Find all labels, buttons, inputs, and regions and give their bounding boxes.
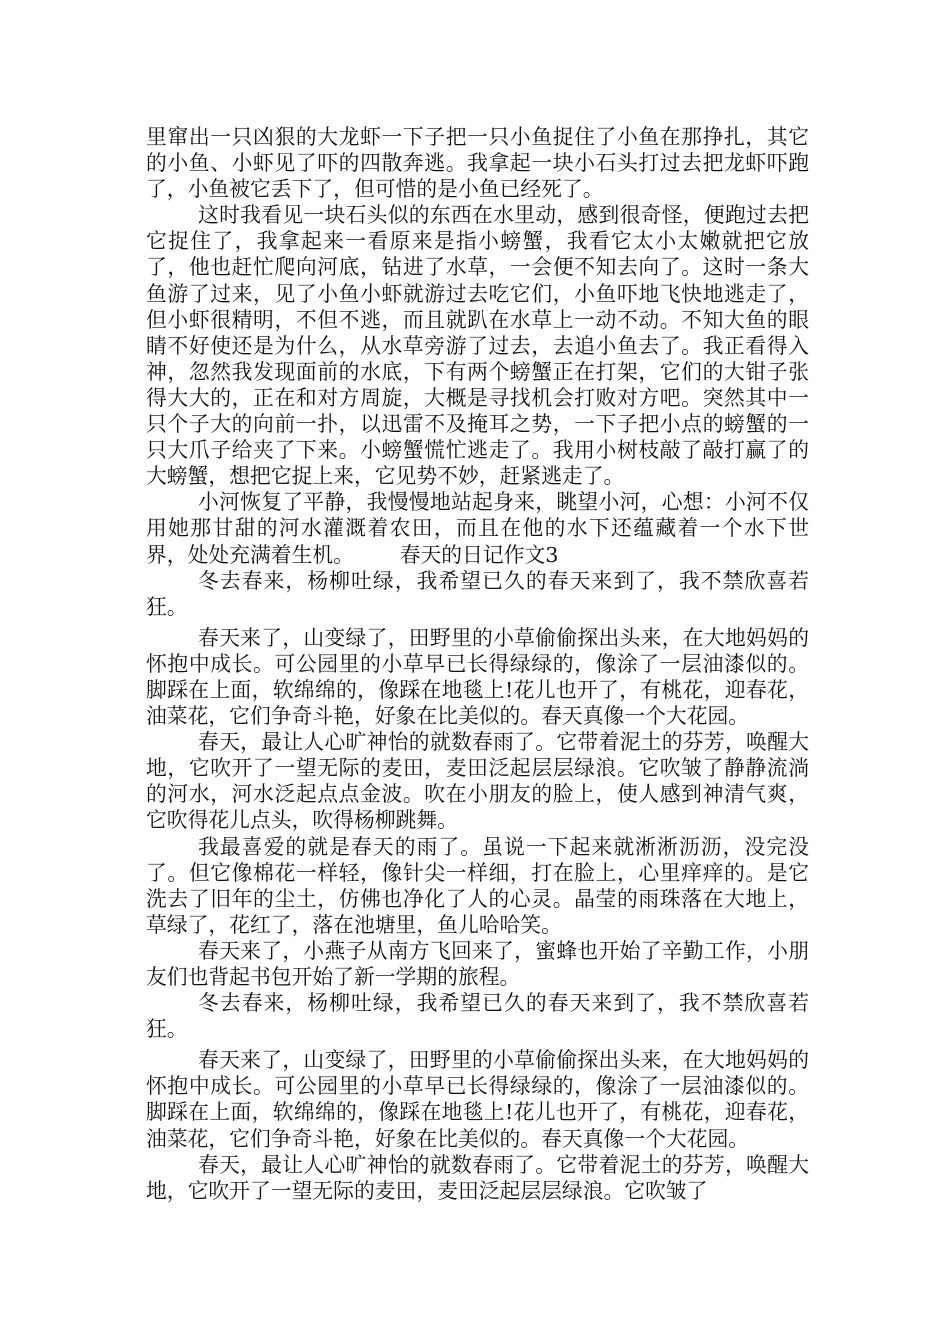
paragraph-4: 冬去春来，杨柳吐绿，我希望已久的春天来到了，我不禁欣喜若狂。 [146,568,809,619]
paragraph-2: 这时我看见一块石头似的东西在水里动，感到很奇怪，便跑过去把它捉住了，我拿起来一看原来是指小螃蟹，我看它太小太嫩就把它放了，他也赶忙爬向河底，钻进了水草，一会便不知去向了。这时一条大鱼游了过来，见了小鱼小虾就游过去吃它们，小鱼吓地飞快地逃走了，但小虾很精明，不但不逃，而且就趴在水草上一动不动。不知大鱼的眼睛不好使还是为什么，从水草旁游了过去，去追小鱼去了。我正看得入神，忽然我发现面前的水底，下有两个螃蟹正在打架，它们的大钳子张得大大的，正在和对方周旋，大概是寻找机会打败对方吧。突然其中一只个子大的向前一扑，以迅雷不及掩耳之势，一下子把小点的螃蟹的一只大爪子给夹了下来。小螃蟹慌忙逃走了。我用小树枝敲了敲打赢了的大螃蟹，想把它捉上来，它见势不妙，赶紧逃走了。 [146,203,809,489]
essay-title: 春天的日记作文3 [399,542,559,567]
paragraph-1: 里窜出一只凶狠的大龙虾一下子把一只小鱼捉住了小鱼在那挣扎，其它的小鱼、小虾见了吓的四散奔逃。我拿起一块小石头打过去把龙虾吓跑了，小鱼被它丢下了，但可惜的是小鱼已经死了。 [146,125,809,202]
paragraph-8: 春天来了，小燕子从南方飞回来了，蜜蜂也开始了辛勤工作，小朋友们也背起书包开始了新一学期的旅程。 [146,938,809,989]
paragraph-7: 我最喜爱的就是春天的雨了。虽说一下起来就淅淅沥沥，没完没了。但它像棉花一样轻，像针尖一样细，打在脸上，心里痒痒的。是它洗去了旧年的尘土，仿佛也净化了人的心灵。晶莹的雨珠落在大地上，草绿了，花红了，落在池塘里，鱼儿哈哈笑。 [146,834,809,937]
paragraph-10: 春天来了，山变绿了，田野里的小草偷偷探出头来，在大地妈妈的怀抱中成长。可公园里的小草早已长得绿绿的，像涂了一层油漆似的。脚踩在上面，软绵绵的，像踩在地毯上!花儿也开了，有桃花，迎春花，油菜花，它们争奇斗艳，好象在比美似的。春天真像一个大花园。 [146,1048,809,1151]
paragraph-3 [146,489,809,567]
paragraph-5: 春天来了，山变绿了，田野里的小草偷偷探出头来，在大地妈妈的怀抱中成长。可公园里的小草早已长得绿绿的，像涂了一层油漆似的。脚踩在上面，软绵绵的，像踩在地毯上!花儿也开了，有桃花，迎春花，油菜花，它们争奇斗艳，好象在比美似的。春天真像一个大花园。 [146,625,809,729]
paragraph-11: 春天，最让人心旷神怡的就数春雨了。它带着泥土的芬芳，唤醒大地，它吹开了一望无际的麦田，麦田泛起层层绿浪。它吹皱了 [146,1152,809,1203]
paragraph-3-text: 小河恢复了平静，我慢慢地站起身来，眺望小河，心想：小河不仅用她那甘甜的河水灌溉着农田，而且在他的水下还蕴藏着一个水下世界，处处充满着生机。 [146,490,809,567]
paragraph-6: 春天，最让人心旷神怡的就数春雨了。它带着泥土的芬芳，唤醒大地，它吹开了一望无际的麦田，麦田泛起层层绿浪。它吹皱了静静流淌的河水，河水泛起点点金波。吹在小朋友的脸上，使人感到神清气爽，它吹得花儿点头，吹得杨柳跳舞。 [146,730,809,833]
essay-body [146,124,809,1204]
paragraph-9: 冬去春来，杨柳吐绿，我希望已久的春天来到了，我不禁欣喜若狂。 [146,991,809,1042]
